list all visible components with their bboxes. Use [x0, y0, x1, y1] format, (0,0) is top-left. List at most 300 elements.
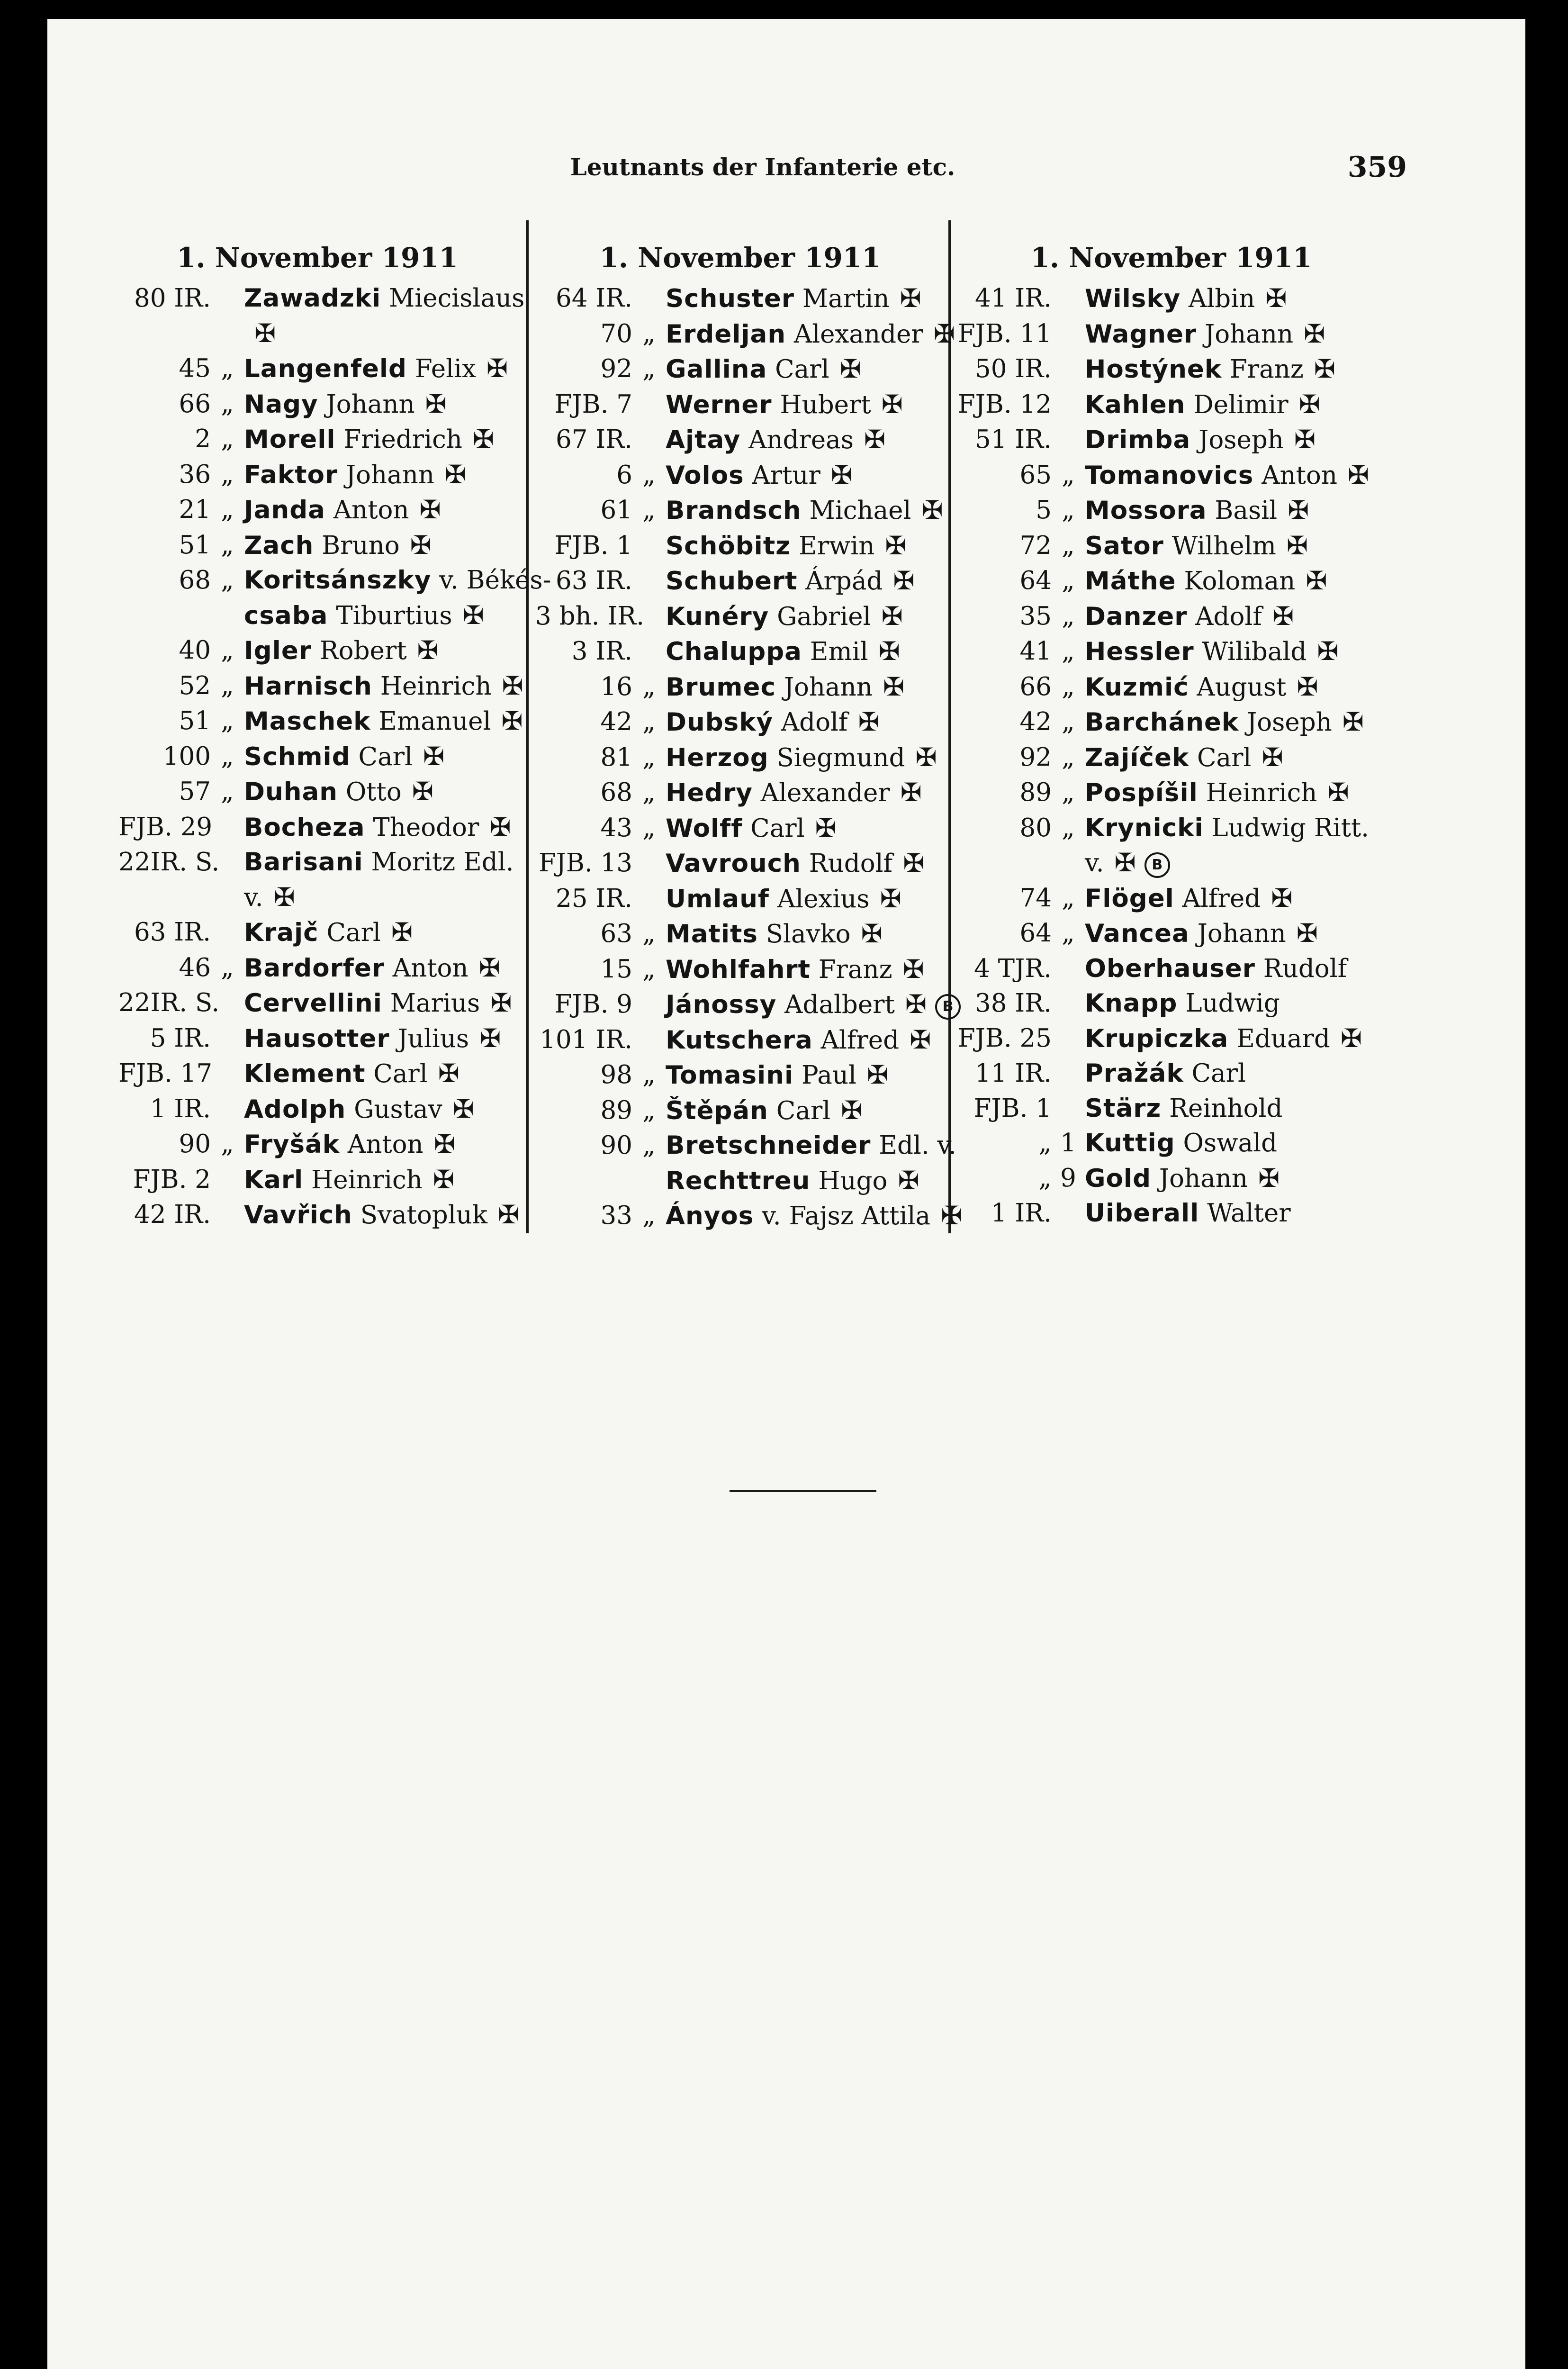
officer-entry — [535, 987, 954, 1022]
ditto-mark: 9 — [1060, 1163, 1076, 1193]
officer-entry — [118, 351, 516, 387]
given-name: Hubert — [780, 390, 871, 419]
surname: Koritsánszky — [244, 566, 432, 595]
surname: Drimba — [1085, 425, 1191, 454]
surname: Kahlen — [1085, 390, 1186, 419]
officer-entry — [535, 422, 945, 458]
surname: Máthe — [1085, 567, 1176, 596]
surname: Herzog — [666, 743, 769, 772]
unit-label: 72 — [1019, 531, 1052, 560]
unit-label: FJB. 1 — [973, 1094, 1052, 1123]
surname: Wagner — [1085, 319, 1197, 349]
surname: Vavřich — [244, 1201, 352, 1230]
officer-entry — [957, 422, 1386, 458]
officer-name — [1085, 811, 1386, 846]
officer-name — [666, 563, 945, 599]
surname: Fryšák — [244, 1130, 340, 1159]
unit-label: 1 IR. — [150, 1094, 211, 1123]
column-heading: 1. November 1911 — [1030, 242, 1312, 274]
surname: Zawadzki — [244, 284, 381, 313]
officer-entry — [535, 458, 945, 493]
cross-pattee-icon: ✠ — [1340, 1023, 1362, 1053]
officer-name — [666, 1022, 945, 1058]
given-name: Alexius — [777, 884, 870, 913]
officer-name — [1085, 845, 1386, 881]
officer-name — [666, 1163, 945, 1199]
ditto-mark: „ — [1062, 531, 1075, 560]
given-name: Slavko — [766, 920, 851, 949]
unit-label: 70 — [600, 319, 632, 348]
surname: Kutschera — [666, 1025, 813, 1055]
cross-pattee-icon: ✠ — [878, 636, 900, 666]
column-divider — [526, 220, 529, 1233]
surname: Volos — [666, 461, 744, 490]
officer-name — [666, 952, 945, 987]
surname: Harnisch — [244, 671, 372, 701]
officer-name — [1085, 281, 1386, 316]
cross-pattee-icon: ✠ — [841, 1095, 863, 1125]
officer-name — [244, 457, 516, 493]
officer-entry — [957, 563, 1386, 599]
officer-entry — [535, 846, 945, 881]
ditto-mark: „ — [1062, 778, 1075, 807]
officer-name — [1085, 528, 1386, 564]
circled-b-icon: B — [1144, 852, 1170, 878]
surname: Sator — [1085, 531, 1164, 561]
end-rule — [730, 1490, 876, 1492]
entry-list — [957, 281, 1386, 1231]
surname: Matits — [666, 920, 758, 949]
officer-name — [1085, 563, 1386, 599]
cross-pattee-icon: ✠ — [1317, 636, 1339, 666]
cross-pattee-icon: ✠ — [445, 459, 467, 489]
given-name: August — [1197, 672, 1287, 702]
officer-entry — [957, 281, 1386, 316]
cross-pattee-icon: ✠ — [1327, 778, 1349, 807]
cross-pattee-icon: ✠ — [1294, 425, 1316, 454]
surname: csaba — [244, 601, 328, 630]
surname: Umlauf — [666, 884, 769, 913]
cross-pattee-icon: ✠ — [1296, 918, 1318, 948]
unit-label: 51 — [179, 706, 211, 735]
ditto-mark: „ — [642, 1201, 656, 1230]
column-left — [118, 242, 551, 1233]
ditto-mark: „ — [642, 1131, 656, 1160]
given-name: Carl — [750, 814, 805, 843]
surname: Erdeljan — [666, 319, 786, 349]
unit-label: 42 IR. — [134, 1200, 211, 1229]
officer-entry — [118, 492, 516, 528]
given-name: v. — [244, 883, 263, 912]
officer-entry — [118, 528, 516, 563]
given-name: Miecislaus — [388, 284, 525, 313]
officer-entry — [957, 634, 1386, 669]
ditto-mark: „ — [221, 460, 234, 489]
ditto-mark: „ — [642, 672, 656, 701]
officer-entry — [535, 881, 945, 917]
officer-name — [244, 915, 516, 950]
cross-pattee-icon: ✠ — [417, 635, 439, 665]
cross-pattee-icon: ✠ — [452, 1094, 474, 1124]
unit-label: 45 — [179, 354, 211, 383]
given-name: Emil — [810, 637, 868, 666]
unit-label: 11 IR. — [975, 1059, 1052, 1088]
officer-entry — [957, 1126, 1386, 1161]
unit-label: 57 — [179, 777, 211, 806]
column-heading: 1. November 1911 — [176, 242, 459, 274]
officer-name — [1085, 387, 1386, 423]
officer-entry — [957, 916, 1386, 951]
unit-label: FJB. 1 — [554, 531, 632, 560]
officer-entry — [957, 1161, 1386, 1196]
officer-name — [1085, 705, 1386, 740]
cross-pattee-icon: ✠ — [861, 919, 883, 949]
surname: Barisani — [244, 848, 363, 877]
cross-pattee-icon: ✠ — [881, 389, 903, 419]
given-name: Anton — [1262, 461, 1337, 490]
ditto-mark: „ — [221, 671, 234, 700]
officer-entry — [957, 669, 1386, 705]
cross-pattee-icon: ✠ — [903, 848, 925, 878]
unit-label: 66 — [1019, 672, 1052, 701]
officer-name — [666, 811, 945, 846]
surname: Duhan — [244, 778, 338, 806]
officer-name — [666, 881, 945, 917]
given-name: Paul — [802, 1061, 856, 1090]
unit-label: 63 IR. — [134, 918, 211, 947]
unit-label: FJB. 7 — [554, 389, 632, 419]
unit-label: 1 IR. — [991, 1199, 1052, 1228]
cross-pattee-icon: ✠ — [881, 601, 903, 631]
given-name: Joseph — [1199, 425, 1284, 454]
given-name: Theodor — [373, 813, 479, 842]
unit-label: 64 — [1019, 566, 1052, 595]
officer-entry — [957, 352, 1386, 387]
cross-pattee-icon: ✠ — [1314, 354, 1335, 384]
ditto-mark: „ — [1062, 460, 1075, 489]
officer-entry — [957, 493, 1386, 528]
given-name: Bruno — [322, 531, 400, 560]
ditto-mark: „ — [221, 706, 234, 735]
officer-name — [666, 1198, 962, 1234]
surname: Mossora — [1085, 496, 1207, 525]
officer-name — [666, 846, 945, 881]
surname: Bardorfer — [244, 953, 385, 983]
officer-entry — [957, 705, 1386, 740]
unit-label: 51 — [179, 530, 211, 560]
cross-pattee-icon: ✠ — [391, 917, 413, 947]
surname: Krajč — [244, 918, 319, 947]
ditto-mark: „ — [642, 742, 656, 772]
officer-entry — [535, 811, 945, 846]
officer-entry — [535, 493, 945, 528]
officer-name — [1085, 916, 1386, 951]
given-name: Alfred — [820, 1025, 900, 1055]
officer-name — [244, 422, 516, 457]
cross-pattee-icon: ✠ — [900, 283, 921, 313]
unit-label: 89 — [600, 1095, 632, 1125]
officer-entry — [118, 845, 516, 880]
given-name: Tiburtius — [336, 601, 452, 630]
cross-pattee-icon: ✠ — [462, 600, 484, 630]
unit-label: 46 — [179, 953, 211, 982]
officer-entry — [535, 352, 945, 387]
officer-entry — [957, 528, 1386, 564]
surname: Langenfeld — [244, 354, 407, 383]
unit-label: FJB. 12 — [957, 389, 1052, 419]
surname: Rechttreu — [666, 1166, 811, 1195]
unit-label: 61 — [600, 496, 632, 524]
officer-entry — [535, 563, 945, 599]
officer-entry — [535, 775, 945, 811]
officer-entry — [957, 740, 1386, 776]
cross-pattee-icon: ✠ — [880, 883, 901, 913]
unit-label: 74 — [1019, 883, 1052, 913]
surname: Klement — [244, 1059, 366, 1088]
officer-name — [1085, 1021, 1386, 1057]
officer-entry — [957, 599, 1386, 634]
officer-name — [244, 351, 516, 387]
ditto-mark: „ — [1062, 637, 1075, 666]
cross-pattee-icon: ✠ — [489, 812, 511, 842]
ditto-mark: „ — [642, 1095, 656, 1125]
given-name: Reinhold — [1169, 1094, 1283, 1123]
given-name: Ludwig — [1185, 989, 1280, 1018]
cross-pattee-icon: ✠ — [486, 353, 508, 383]
surname: Brumec — [666, 672, 776, 702]
surname: Karl — [244, 1165, 304, 1194]
unit-label: FJB. 11 — [957, 319, 1052, 348]
unit-label: 5 — [1036, 496, 1052, 524]
officer-entry — [535, 528, 945, 564]
officer-name — [244, 563, 551, 598]
given-name: v. Békés- — [439, 566, 551, 595]
surname: Hostýnek — [1085, 355, 1222, 384]
officer-entry — [118, 1092, 516, 1127]
officer-entry — [535, 1093, 945, 1129]
officer-name — [666, 1128, 956, 1163]
officer-entry — [957, 458, 1386, 493]
given-name: v. — [1085, 849, 1104, 877]
officer-name — [244, 810, 516, 845]
officer-name — [244, 633, 516, 669]
officer-entry — [118, 598, 516, 633]
cross-pattee-icon: ✠ — [1272, 601, 1294, 631]
ditto-mark: „ — [221, 1130, 234, 1158]
surname: Schöbitz — [666, 531, 791, 561]
unit-label: FJB. 29 — [118, 812, 213, 841]
officer-entry — [957, 387, 1386, 423]
officer-entry — [118, 422, 516, 457]
unit-label: 21 — [179, 495, 211, 524]
given-name: Friedrich — [343, 425, 462, 454]
unit-label: 65 — [1019, 460, 1052, 489]
ditto-mark: „ — [221, 495, 234, 524]
given-name: Artur — [752, 461, 820, 490]
officer-entry — [118, 1162, 516, 1198]
cross-pattee-icon: ✠ — [478, 952, 500, 983]
unit-label: 2 — [195, 425, 211, 453]
officer-entry — [957, 845, 1386, 881]
cross-pattee-icon: ✠ — [830, 460, 853, 490]
unit-label: 42 — [600, 707, 632, 736]
ditto-mark: „ — [221, 777, 234, 806]
unit-label: 68 — [600, 778, 632, 807]
unit-label: FJB. 17 — [118, 1059, 213, 1088]
officer-name — [666, 705, 945, 740]
cross-pattee-icon: ✠ — [273, 882, 295, 912]
given-name: Edl. v. — [879, 1131, 957, 1160]
ditto-mark: „ — [642, 460, 656, 489]
officer-entry — [118, 810, 516, 845]
cross-pattee-icon: ✠ — [254, 318, 276, 348]
ditto-mark: „ — [221, 354, 234, 383]
given-name: v. Fajsz Attila — [762, 1202, 931, 1230]
ditto-mark: „ — [642, 319, 656, 348]
officer-name — [1085, 1161, 1386, 1196]
officer-name — [1085, 1091, 1386, 1126]
surname: Morell — [244, 425, 336, 454]
surname: Adolph — [244, 1094, 346, 1124]
unit-label: 3 IR. — [571, 637, 632, 666]
given-name: Wilibald — [1202, 637, 1307, 666]
given-name: Hugo — [818, 1166, 888, 1195]
cross-pattee-icon: ✠ — [479, 1023, 501, 1053]
cross-pattee-icon: ✠ — [423, 741, 445, 771]
officer-name — [666, 740, 945, 776]
ditto-mark: „ — [1062, 883, 1075, 913]
unit-label: 81 — [600, 742, 632, 772]
unit-label: 52 — [179, 671, 211, 700]
officer-entry — [535, 1128, 957, 1163]
unit-label: 64 IR. — [556, 284, 632, 313]
unit-label: 41 — [1019, 637, 1052, 666]
given-name: Carl — [373, 1059, 428, 1088]
officer-entry — [535, 387, 945, 423]
given-name: Svatopluk — [360, 1201, 487, 1230]
cross-pattee-icon: ✠ — [438, 1058, 460, 1088]
surname: Štěpán — [666, 1096, 768, 1125]
ditto-mark: „ — [221, 566, 234, 595]
unit-label: 22IR. S. — [118, 848, 220, 877]
ditto-mark: „ — [1062, 813, 1075, 842]
cross-pattee-icon: ✠ — [1114, 848, 1136, 877]
officer-name — [244, 1092, 516, 1127]
given-name: Carl — [326, 918, 381, 947]
officer-entry — [535, 599, 945, 634]
cross-pattee-icon: ✠ — [419, 495, 441, 524]
officer-entry — [118, 1056, 516, 1092]
officer-name — [244, 1021, 516, 1057]
unit-label: 50 IR. — [975, 354, 1052, 383]
unit-label: 92 — [1019, 742, 1052, 772]
cross-pattee-icon: ✠ — [433, 1164, 455, 1194]
officer-entry — [957, 811, 1386, 846]
officer-entry — [957, 316, 1386, 352]
officer-name — [666, 634, 945, 669]
ditto-mark: „ — [1062, 496, 1075, 524]
surname: Nagy — [244, 389, 318, 419]
given-name: Anton — [392, 953, 469, 983]
surname: Cervellini — [244, 989, 382, 1018]
surname: Oberhauser — [1085, 954, 1255, 983]
unit-label: „ — [1038, 1129, 1052, 1157]
unit-label: 15 — [600, 954, 632, 984]
unit-label: „ — [1038, 1163, 1052, 1193]
given-name: Adolf — [781, 708, 848, 737]
cross-pattee-icon: ✠ — [497, 1200, 520, 1230]
surname: Krynicki — [1085, 813, 1204, 842]
entry-list — [118, 281, 551, 1233]
officer-name — [1085, 951, 1386, 986]
cross-pattee-icon: ✠ — [1265, 283, 1287, 313]
unit-label: 6 — [616, 460, 632, 489]
cross-pattee-icon: ✠ — [1306, 566, 1327, 596]
surname: Dubský — [666, 708, 774, 737]
officer-name — [666, 775, 945, 811]
ditto-mark: „ — [221, 530, 234, 560]
unit-label: FJB. 9 — [554, 990, 632, 1019]
cross-pattee-icon: ✠ — [412, 777, 434, 806]
given-name: Carl — [1197, 743, 1252, 772]
officer-name — [1085, 458, 1386, 493]
column-middle — [535, 242, 963, 1234]
ditto-mark: „ — [642, 778, 656, 807]
officer-entry — [118, 633, 516, 669]
cross-pattee-icon: ✠ — [921, 495, 943, 525]
officer-name — [244, 387, 516, 422]
ditto-mark: „ — [642, 919, 656, 948]
surname: Tomanovics — [1085, 461, 1254, 490]
cross-pattee-icon: ✠ — [1286, 530, 1308, 561]
unit-label: 63 IR. — [556, 566, 632, 595]
officer-name — [1085, 669, 1386, 705]
given-name: Andreas — [748, 425, 854, 454]
cross-pattee-icon: ✠ — [902, 954, 924, 984]
circled-b-icon: B — [935, 994, 961, 1020]
cross-pattee-icon: ✠ — [1262, 742, 1283, 772]
surname: Jánossy — [666, 990, 777, 1019]
officer-name — [1085, 493, 1386, 528]
officer-name — [1085, 352, 1386, 387]
cross-pattee-icon: ✠ — [905, 989, 927, 1019]
officer-entry — [535, 916, 945, 952]
surname: Flögel — [1085, 884, 1174, 913]
ditto-mark: „ — [1062, 601, 1075, 631]
officer-name — [666, 916, 945, 952]
unit-label: 66 — [179, 389, 211, 418]
given-name: Martin — [802, 284, 890, 313]
officer-name — [244, 1127, 516, 1162]
officer-entry — [535, 316, 955, 352]
unit-label: 22IR. S. — [118, 988, 220, 1017]
column-heading: 1. November 1911 — [599, 242, 881, 274]
officer-name — [666, 422, 945, 458]
officer-entry — [118, 387, 516, 422]
surname: Bocheza — [244, 813, 365, 842]
surname: Brandsch — [666, 496, 802, 525]
surname: Pražák — [1085, 1059, 1184, 1088]
officer-entry — [118, 915, 516, 950]
officer-entry — [535, 705, 945, 740]
unit-label: 4 TJR. — [974, 954, 1052, 983]
officer-entry — [118, 704, 523, 739]
officer-entry — [535, 1163, 945, 1199]
officer-entry — [957, 1056, 1386, 1091]
ditto-mark: „ — [221, 953, 234, 982]
officer-name — [244, 704, 523, 739]
cross-pattee-icon: ✠ — [885, 530, 907, 561]
